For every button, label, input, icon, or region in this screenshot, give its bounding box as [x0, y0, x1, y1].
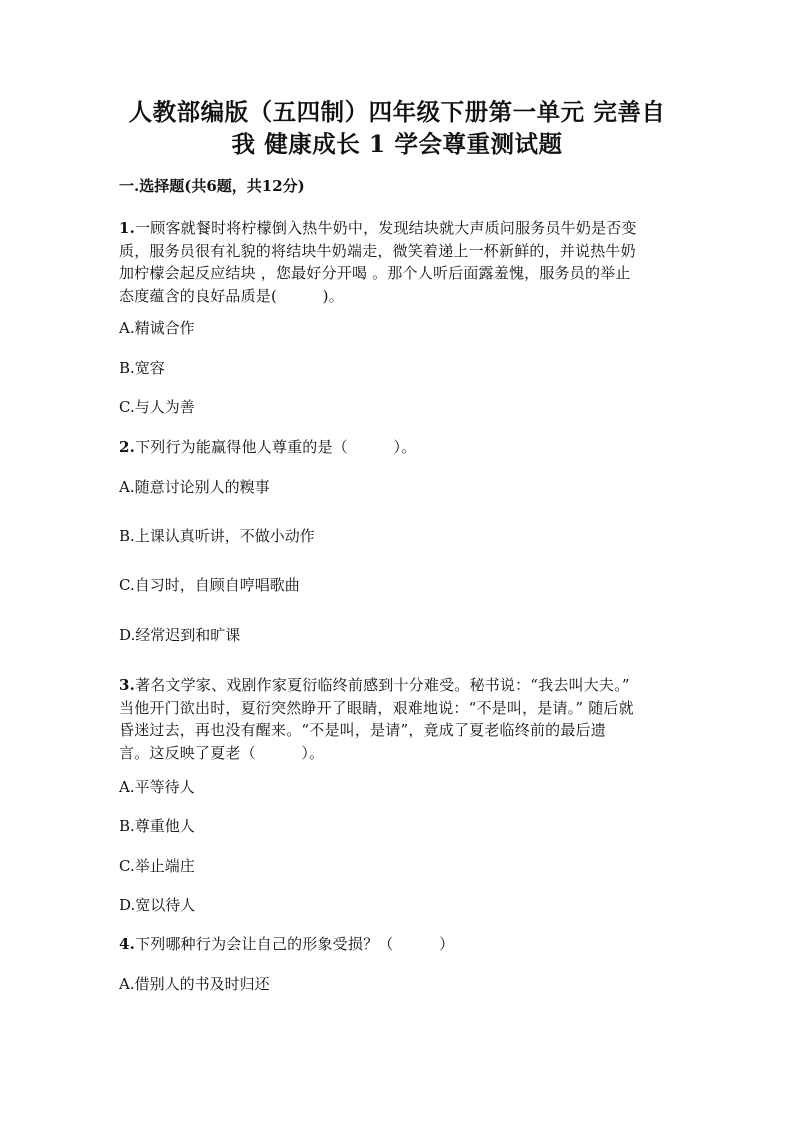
- question-number: 3.: [119, 676, 136, 694]
- question-3-option-c: C.举止端庄: [119, 857, 195, 875]
- question-text: 一顾客就餐时将柠檬倒入热牛奶中，发现结块就大声质问服务员牛奶是否变 质，服务员很有礼貌的将结块牛奶端走，微笑着递上一杯新鲜的，并说热牛奶 加柠檬会起反应结块 ，您最好分开喝 。那个人听后面露羞愧，服务员的举止 态度蕴含的良好品质是( )。: [119, 219, 637, 305]
- question-4: [119, 933, 679, 956]
- section-heading: 一.选择题(共6题，共12分): [119, 177, 305, 195]
- question-4-option-a: A.借别人的书及时归还: [119, 975, 270, 993]
- question-1-option-c: C.与人为善: [119, 398, 195, 416]
- question-1-option-a: A.精诚合作: [119, 319, 195, 337]
- question-2-option-d: D.经常迟到和旷课: [119, 626, 241, 644]
- question-1: [119, 217, 679, 307]
- document-title-line-2: 我 健康成长 1 学会尊重测试题: [231, 130, 563, 158]
- question-3: [119, 674, 679, 764]
- question-1-option-b: B.宽容: [119, 359, 165, 377]
- question-2: [119, 436, 679, 459]
- question-text: 著名文学家、戏剧作家夏衍临终前感到十分难受。秘书说：“我去叫大夫。” 当他开门欲出时，夏衍突然睁开了眼睛，艰难地说：“不是叫，是请。” 随后就 昏迷过去，再也没有醒来。“不是叫，是请”，竟成了夏老临终前的最后遗 言。这反映了夏老（ ）。: [119, 676, 634, 762]
- question-text: 下列行为能赢得他人尊重的是（ ）。: [135, 438, 417, 456]
- question-number: 2.: [119, 438, 136, 456]
- question-3-option-b: B.尊重他人: [119, 817, 195, 835]
- question-3-option-d: D.宽以待人: [119, 896, 196, 914]
- question-2-option-a: A.随意讨论别人的糗事: [119, 478, 270, 496]
- question-text: 下列哪种行为会让自己的形象受损？（ ）: [135, 935, 455, 953]
- question-number: 4.: [119, 935, 136, 953]
- question-number: 1.: [119, 219, 136, 237]
- question-3-option-a: A.平等待人: [119, 778, 195, 796]
- document-title-line-1: 人教部编版（五四制）四年级下册第一单元 完善自: [128, 98, 666, 126]
- question-2-option-b: B.上课认真听讲，不做小动作: [119, 527, 315, 545]
- question-2-option-c: C.自习时，自顾自哼唱歌曲: [119, 576, 300, 594]
